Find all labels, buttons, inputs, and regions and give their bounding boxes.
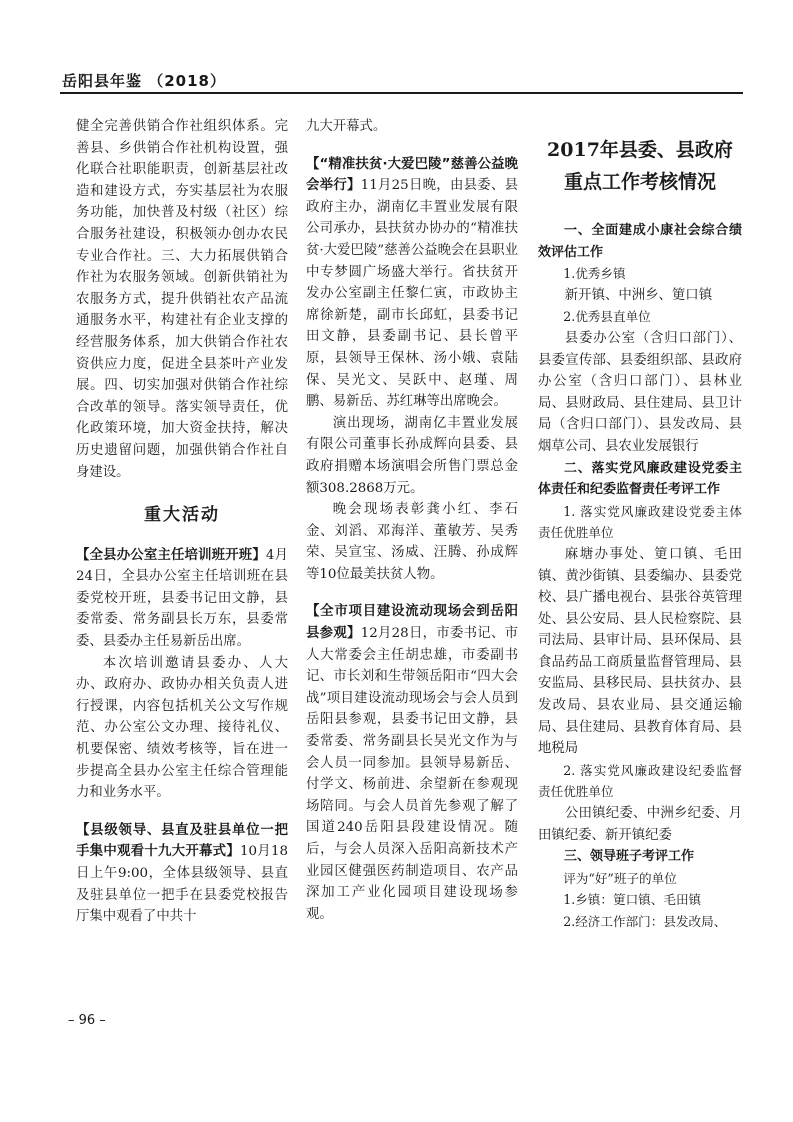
column-middle xyxy=(306,116,518,925)
news-item-congress xyxy=(76,820,288,928)
continued-paragraph: 九大开幕式。 xyxy=(306,119,387,134)
article-title xyxy=(538,134,742,198)
news-lead: 【“精准扶贫·大爱巴陵”慈善公益晚会举行】 xyxy=(306,156,518,194)
list-text: 新开镇、中洲乡、筻口镇 xyxy=(564,287,713,303)
heading-1: 一、全面建成小康社会综合绩效评估工作 xyxy=(538,223,742,260)
list-text: 县委办公室（含归口部门）、县委宣传部、县委组织部、县政府办公室（含归口部门）、县林业局、县财政局、县住建局、县卫计局（含归口部门）、县发改局、县烟草公司、县农业发展银行 xyxy=(538,330,742,454)
news-lead: 【县级领导、县直及驻县单位一把手集中观看十九大开幕式】 xyxy=(76,822,288,860)
news-paragraph: 演出现场，湖南亿丰置业发展有限公司董事长孙成辉向县委、县政府捐赠本场演唱会所售门票总金额308.2868万元。 xyxy=(306,415,518,496)
heading-2: 二、落实党风廉政建设党委主体责任和纪委监督责任考评工作 xyxy=(538,460,742,498)
running-header: 岳阳县年鉴 （2018） xyxy=(62,72,226,90)
news-lead: 【全县办公室主任培训班开班】 xyxy=(76,547,266,563)
list-text: 麻塘办事处、筻口镇、毛田镇、黄沙街镇、县委编办、县委党校、县广播电视台、县张谷英管理处、县公安局、县人民检察院、县司法局、县审计局、县环保局、县食品药品工商质量监督管理局、县安监局、县移民局、县扶贫办、县发改局、县农业局、县交通运输局、县住建局、县教育体育局、县地税局 xyxy=(538,546,742,757)
article-title-line1: 2017年县委、县政府 xyxy=(547,139,733,161)
header-rule xyxy=(60,92,743,94)
news-paragraph: 晚会现场表彰龚小红、李石金、刘滔、邓海洋、董敏芳、吴秀荣、吴宣宝、汤威、汪腾、孙成辉等10位最美扶贫人物。 xyxy=(306,502,518,582)
news-lead: 【全市项目建设流动现场会到岳阳县参观】 xyxy=(306,604,518,642)
news-text: 4月24日，全县办公室主任培训班在县委党校开班，县委书记田文静，县委常委、常务副县长万东，县委常委、县委办主任易新岳出席。 xyxy=(76,547,288,650)
news-text: 10月18日上午9:00，全体县级领导、县直及驻县单位一把手在县委党校报告厅集中观看了中共十 xyxy=(76,844,289,925)
news-item-charity xyxy=(306,154,518,413)
list-text: 公田镇纪委、中洲乡纪委、月田镇纪委、新开镇纪委 xyxy=(538,806,742,843)
subheading: 2.经济工作部门：县发改局、 xyxy=(563,914,727,929)
news-text: 11月25日晚，由县委、县政府主办，湖南亿丰置业发展有限公司承办，县扶贫办协办的“精准扶贫·大爱巴陵”慈善公益晚会在县职业中专梦圆广场盛大举行。省扶贫开发办公室副主任黎仁寅，市政协主席徐新楚，副市长邱虹，县委书记田文静，县委副书记、县长曾平原，县领导王保林、汤小娥、袁陆保、吴光文、吴跃中、赵瑾、周鹏、易新岳、苏红琳等出席晚会。 xyxy=(306,178,519,410)
subheading: 1.乡镇：筻口镇、毛田镇 xyxy=(563,892,702,908)
news-text: 12月28日，市委书记、市人大常委会主任胡忠雄，市委副书记、市长刘和生带领岳阳市“四大会战”项目建设流动现场会与会人员到岳阳县参观，县委书记田文静，县委常委、常务副县长吴光文作为与会人员一同参加。县领导易新岳、付学文、杨前进、余望新在参观现场陪同。与会人员首先参观了解了国道240岳阳县段建设情况。随后，与会人员深入岳阳高新技术产业园区健强医药制造项目、农产品深加工产业化园项目建设现场参观。 xyxy=(306,626,519,922)
subheading: 1.优秀乡镇 xyxy=(563,266,626,282)
subheading: 评为“好”班子的单位 xyxy=(563,870,677,886)
supply-coop-paragraph: 健全完善供销合作社组织体系。完善县、乡供销合作社机构设置，强化联合社职能职责，创新基层社改造和建设方式，夯实基层社为农服务功能，加快普及村级（社区）综合服务社建设，积极领办创办农民专业合作社。三、大力拓展供销合作社为农服务领域。创新供销社为农服务方式，提升供销社农产品流通服务水平，构建社有企业支撑的经营服务体系，加大供销合作社农资供应力度，促进全县茶叶产业发展。四、切实加强对供销合作社综合改革的领导。落实领导责任，优化政策环境，加大资金扶持，解决历史遗留问题，加强供销合作社自身建设。 xyxy=(76,119,288,480)
article-title-line2: 重点工作考核情况 xyxy=(563,171,716,193)
news-item-project-meeting xyxy=(306,601,518,925)
column-left xyxy=(76,116,288,928)
page-number: – 96 – xyxy=(68,1013,106,1028)
subheading: 2. 落实党风廉政建设纪委监督责任优胜单位 xyxy=(538,762,742,800)
column-right xyxy=(538,116,742,933)
subheading: 2.优秀县直单位 xyxy=(563,309,651,325)
news-item-training xyxy=(76,545,288,653)
subheading: 1. 落实党风廉政建设党委主体责任优胜单位 xyxy=(538,503,742,541)
heading-3: 三、领导班子考评工作 xyxy=(564,849,695,865)
news-paragraph: 本次培训邀请县委办、人大办、政府办、政协办相关负责人进行授课，内容包括机关公文写作规范、办公室公文办理、接待礼仪、机要保密、绩效考核等，旨在进一步提高全县办公室主任综合管理能力和业务水平。 xyxy=(76,655,288,801)
section-title: 重大活动 xyxy=(144,505,220,526)
